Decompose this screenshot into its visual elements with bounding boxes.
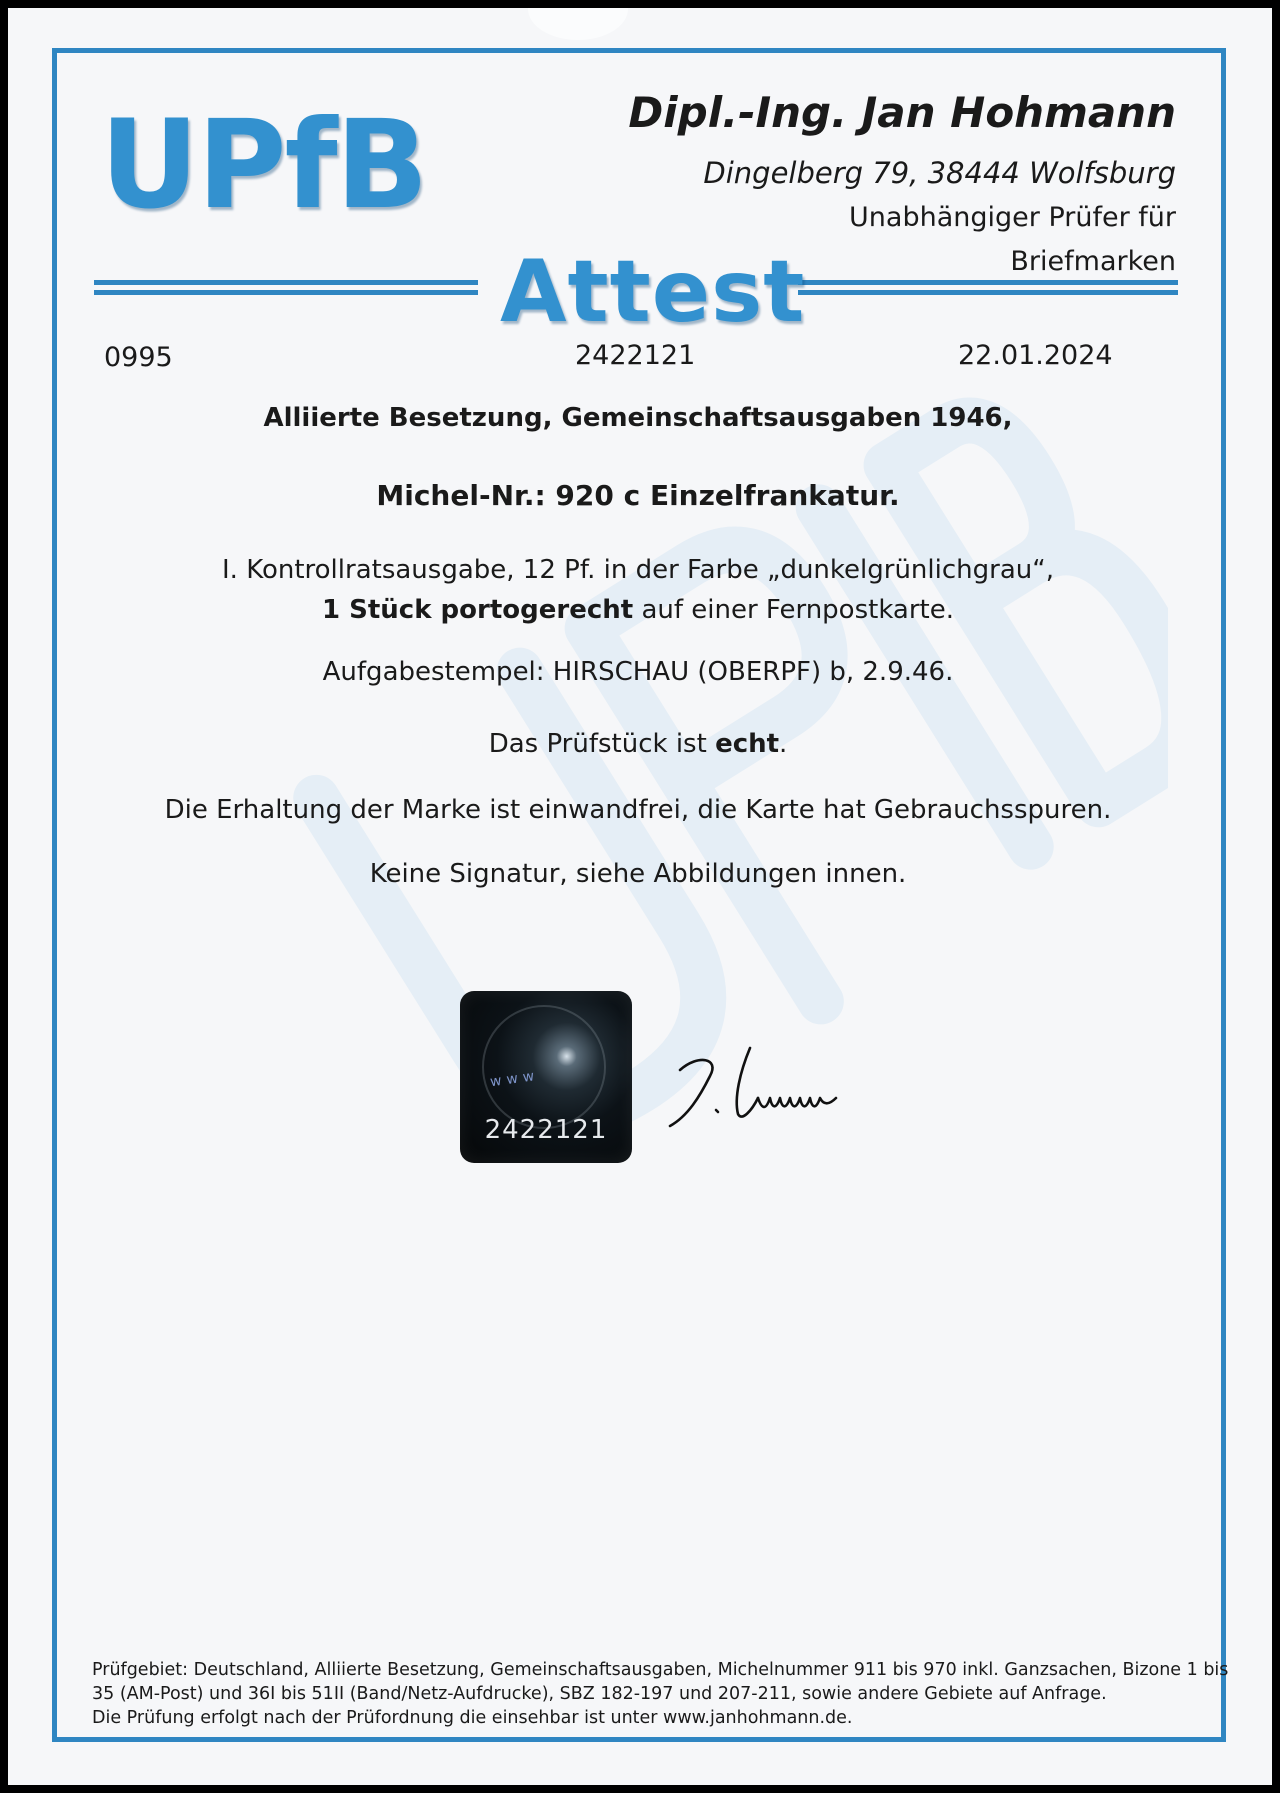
postage-bold: 1 Stück portogerecht: [321, 595, 634, 625]
certificate-date: 22.01.2024: [958, 340, 1113, 371]
examiner-name: Dipl.-Ing. Jan Hohmann: [628, 88, 1176, 137]
examiner-role-continued: Briefmarken: [1010, 246, 1176, 277]
certificate-title: Attest: [500, 242, 806, 342]
stamp-description-line: I. Kontrollratsausgabe, 12 Pf. in der Farbe „dunkelgrünlichgrau“,: [222, 555, 1054, 585]
reference-number: 0995: [104, 342, 173, 373]
authenticity-post: .: [779, 729, 788, 759]
hologram-number: 2422121: [484, 1115, 608, 1145]
title-rule-left: [94, 280, 478, 300]
authenticity-line: [68, 729, 1208, 759]
postage-line: [68, 595, 1208, 625]
cancellation-line: Aufgabestempel: HIRSCHAU (OBERPF) b, 2.9.46.: [322, 657, 954, 687]
authenticity-pre: Das Prüfstück ist: [488, 729, 716, 759]
hologram-www: www: [489, 1067, 541, 1091]
title-rule-right: [798, 280, 1178, 300]
punch-hole: [528, 8, 628, 40]
footer-line-2: 35 (AM-Post) und 36I bis 51II (Band/Netz-Aufdrucke), SBZ 182-197 und 207-211, sowie andere Gebiete auf Anfrage.: [92, 1684, 1107, 1704]
signature-note-line: Keine Signatur, siehe Abbildungen innen.: [369, 859, 907, 889]
examiner-signature: [658, 1018, 888, 1148]
certificate-number: 2422121: [575, 340, 696, 371]
examiner-address: Dingelberg 79, 38444 Wolfsburg: [703, 156, 1176, 190]
footer-line-1: Prüfgebiet: Deutschland, Alliierte Besetzung, Gemeinschaftsausgaben, Michelnummer 911 bis 970 inkl. Ganzsachen, Bizone 1 bis: [92, 1660, 1229, 1680]
postage-rest: auf einer Fernpostkarte.: [633, 595, 954, 625]
michel-number-line: Michel-Nr.: 920 c Einzelfrankatur.: [376, 479, 900, 512]
issue-line: Alliierte Besetzung, Gemeinschaftsausgaben 1946,: [263, 403, 1013, 433]
authenticity-verdict: echt: [715, 729, 780, 759]
security-hologram: [460, 991, 632, 1163]
footer-line-3: Die Prüfung erfolgt nach der Prüfordnung die einsehbar ist unter www.janhohmann.de.: [92, 1708, 853, 1728]
hologram-ring: [482, 1005, 606, 1129]
condition-line: Die Erhaltung der Marke ist einwandfrei, die Karte hat Gebrauchsspuren.: [164, 795, 1112, 825]
certificate-page: [8, 8, 1272, 1785]
upfb-logo: UPfB: [100, 94, 427, 236]
examiner-role: Unabhängiger Prüfer für: [849, 202, 1176, 233]
footer-notes: [92, 1658, 1229, 1730]
